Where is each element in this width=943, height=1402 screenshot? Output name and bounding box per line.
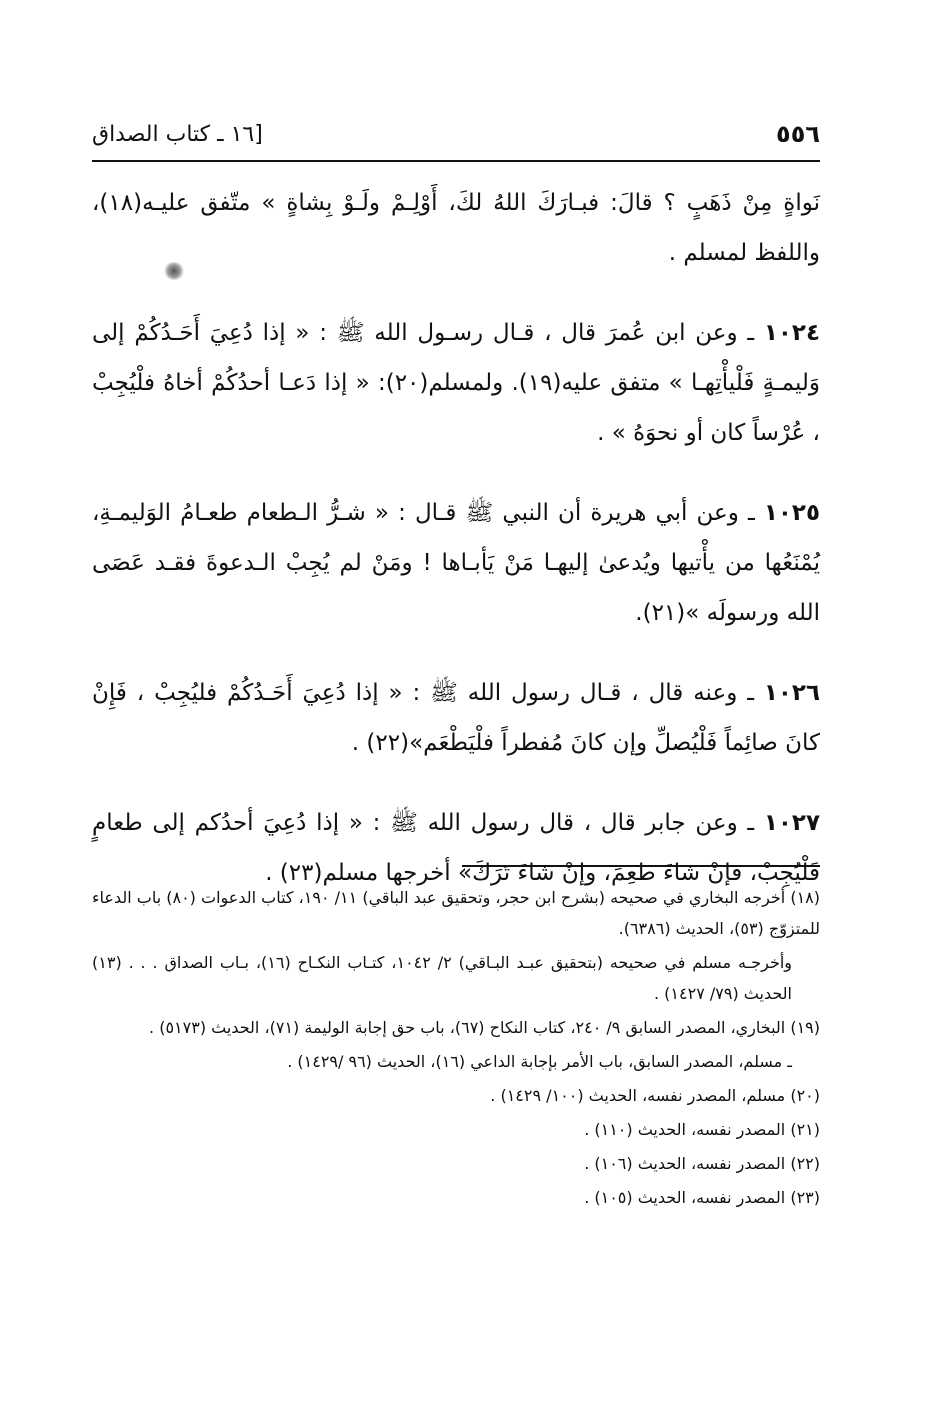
hadith-text: ـ وعن ابن عُمرَ قال ، قـال رسـول الله ﷺ : « إذا دُعِيَ أَحَـدُكُمْ إلى وَليمـةٍ فَلْيأْتِهـا » متفق عليه(١٩). ولمسلم(٢٠): « إذا دَعـا أحدُكُمْ أخاهُ فلْيُجِبْ ، عُرْساً كان أو نحوَهُ » . — [92, 320, 821, 446]
main-text — [92, 178, 820, 928]
page-header — [92, 112, 820, 156]
hadith-text: ـ وعن جابر قال ، قال رسول الله ﷺ : « إذا دُعِيَ أحدُكم إلى طعامٍ فَلْيُجِبْ، فإنْ شاءَ طعِمَ، وإنْ شاءَ تَرَكَ» أخرجها مسلم(٢٣) . — [92, 810, 820, 886]
hadith-number: ١٠٢٤ — [763, 320, 821, 346]
hadith-1026 — [92, 668, 820, 768]
paragraph-continuation — [92, 178, 820, 278]
footnote-18: (١٨) أخرجه البخاري في صحيحه (بشرح ابن حجر، وتحقيق عبد الباقي) ١١/ ١٩٠، كتاب الدعوات (٨٠) باب الدعاء للمتزوّج (٥٣)، الحديث (٦٣٨٦). — [92, 888, 820, 938]
paragraph-text: نَواةٍ مِنْ ذَهَبٍ ؟ قالَ: فبـارَكَ اللهُ لكَ، أَوْلِـمْ ولَـوْ بِشاةٍ » متّفق عليـه(١٨)، واللفظ لمسلم . — [92, 190, 820, 266]
hadith-1025 — [92, 488, 820, 638]
footnote-20: (٢٠) مسلم، المصدر نفسه، الحديث (١٠٠/ ١٤٢٩) . — [490, 1086, 820, 1105]
footnote-23: (٢٣) المصدر نفسه، الحديث (١٠٥) . — [584, 1188, 820, 1207]
footnote-22: (٢٢) المصدر نفسه، الحديث (١٠٦) . — [584, 1154, 820, 1173]
hadith-number: ١٠٢٥ — [763, 500, 820, 526]
hadith-number: ١٠٢٧ — [763, 810, 820, 836]
footnote-19: (١٩) البخاري، المصدر السابق ٩/ ٢٤٠، كتاب النكاح (٦٧)، باب حق إجابة الوليمة (٧١)، الحديث (٥١٧٣) . — [149, 1018, 820, 1037]
footnote-21: (٢١) المصدر نفسه، الحديث (١١٠) . — [584, 1120, 820, 1139]
footnote-18-continued: وأخرجـه مسلم في صحيحه (بتحقيق عبـد البـاقي) ٢/ ١٠٤٢، كتـاب النكـاح (١٦)، بـاب الصداق . . . (١٣) الحديث (٧٩/ ١٤٢٧) . — [92, 953, 793, 1003]
page-number: ٥٥٦ — [776, 120, 820, 148]
hadith-1024 — [92, 308, 820, 458]
hadith-text: ـ وعن أبي هريرة أن النبي ﷺ قـال : « شـرُّ الـطعام طعـامُ الوَليمـةِ، يُمْنَعُها من يأْتيها ويُدعىٰ إليهـا مَنْ يَأبـاها ! ومَنْ لم يُجِبْ الـدعوةَ فقـد عَصَى الله ورسولَه »(٢١). — [92, 500, 820, 626]
hadith-number: ١٠٢٦ — [763, 680, 820, 706]
footnote-19-continued: ـ مسلم، المصدر السابق، باب الأمر بإجابة الداعي (١٦)، الحديث (٩٦ /١٤٢٩) . — [287, 1052, 792, 1071]
hadith-text: ـ وعنه قال ، قـال رسول الله ﷺ : « إذا دُعِيَ أَحَـدُكُمْ فليُجِبْ ، فَإِنْ كانَ صائِماً فَلْيُصلِّ وإن كانَ مُفطراً فلْيَطْعَم»(٢٢) . — [92, 680, 820, 756]
footnote-divider — [462, 865, 820, 867]
chapter-title: [١٦ ـ كتاب الصداق — [92, 122, 263, 147]
footnotes — [92, 882, 820, 1216]
header-divider — [92, 160, 820, 162]
